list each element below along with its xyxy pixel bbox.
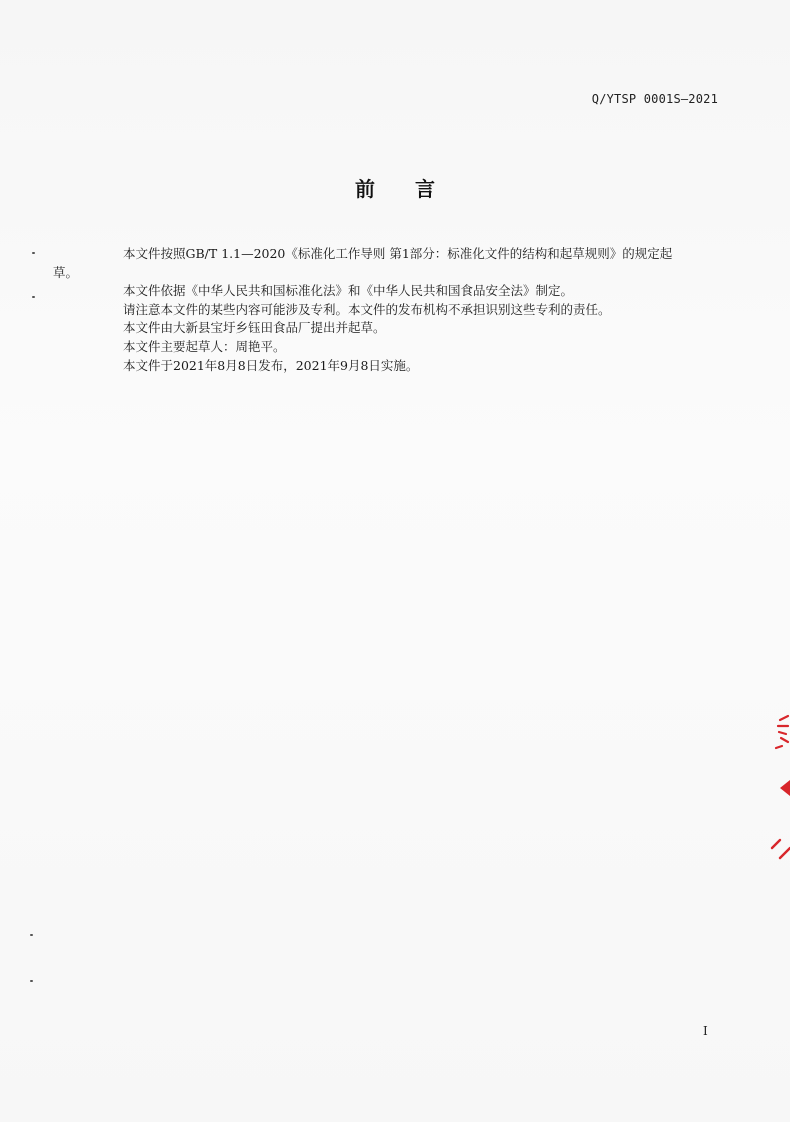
paragraph-standard-basis bbox=[53, 245, 726, 282]
paragraph-drafter: 本文件主要起草人：周艳平。 bbox=[123, 338, 286, 354]
foreword-body bbox=[53, 245, 726, 375]
page-number: I bbox=[703, 1024, 708, 1038]
paragraph-dates: 本文件于2021年8月8日发布，2021年9月8日实施。 bbox=[123, 357, 419, 373]
scan-speck bbox=[30, 934, 33, 936]
page-title: 前言 bbox=[355, 177, 475, 201]
scan-speck bbox=[30, 980, 33, 982]
paragraph-line: 本文件按照GB/T 1.1—2020《标准化工作导则 第1部分：标准化文件的结构和起草规则》的规定起 bbox=[123, 246, 673, 261]
paragraph-patent-notice: 请注意本文件的某些内容可能涉及专利。本文件的发布机构不承担识别这些专利的责任。 bbox=[123, 301, 611, 317]
document-code: Q/YTSP 0001S—2021 bbox=[591, 92, 718, 106]
paragraph-proposer: 本文件由大新县宝圩乡钰田食品厂提出并起草。 bbox=[123, 320, 386, 336]
paragraph-legal-basis: 本文件依据《中华人民共和国标准化法》和《中华人民共和国食品安全法》制定。 bbox=[123, 283, 574, 299]
scan-speck bbox=[32, 296, 35, 298]
red-seal-fragment bbox=[768, 708, 790, 868]
scan-speck bbox=[32, 252, 35, 254]
paragraph-line: 草。 bbox=[53, 264, 79, 280]
